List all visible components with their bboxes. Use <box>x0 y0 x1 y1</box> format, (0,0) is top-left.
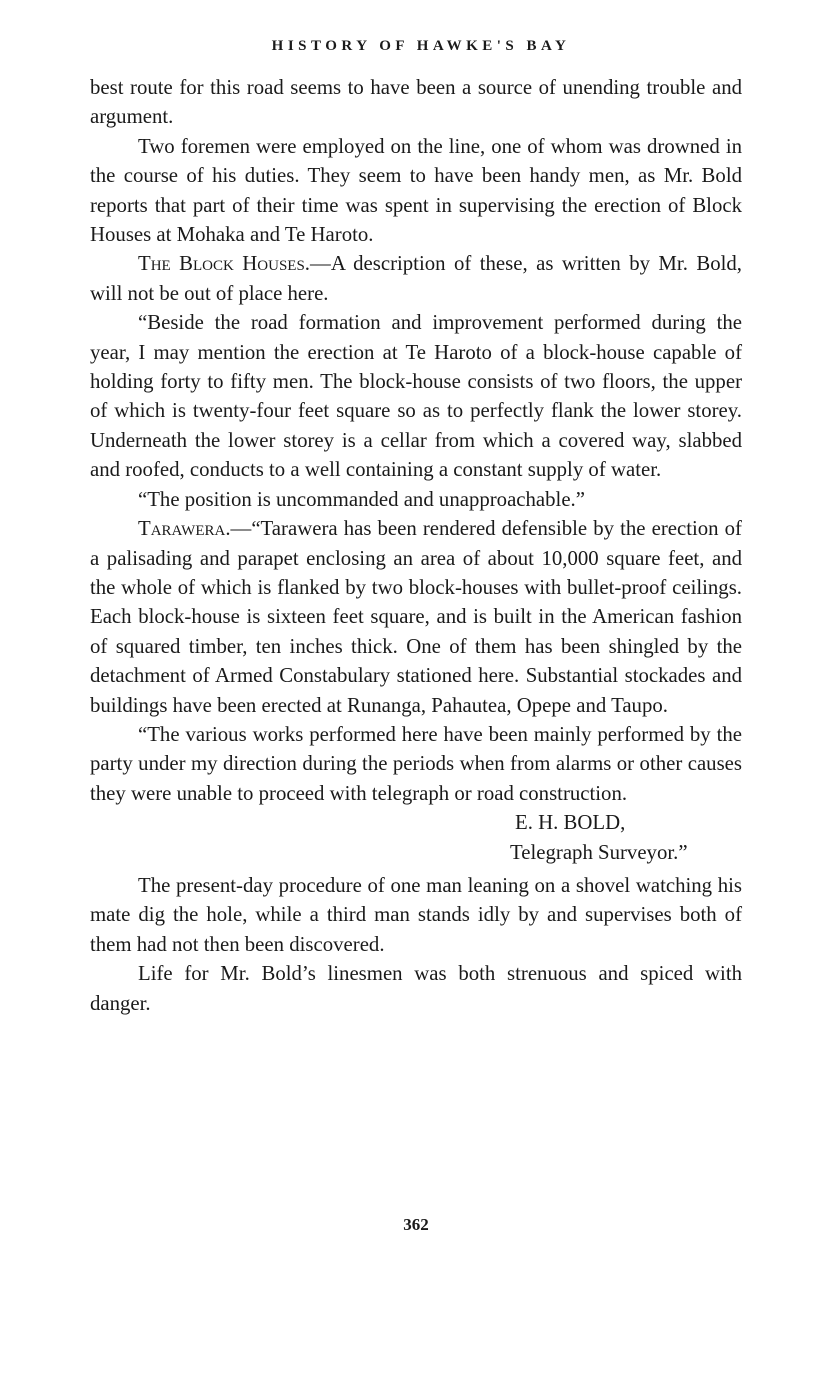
paragraph-block-houses-body: —A description of these, as written by Mr. Bold, will not be out of place here. <box>90 252 742 305</box>
paragraph-tarawera <box>90 514 742 720</box>
paragraph-present-day: The present-day procedure of one man leaning on a shovel watching his mate dig the hole, while a third man stands idly by and supervises both of them had not then been discovered. <box>90 873 742 956</box>
section-heading-tarawera: Tarawera. <box>138 517 231 541</box>
paragraph-position-quote: “The position is uncommanded and unapproachable.” <box>138 487 585 511</box>
page-number: 362 <box>403 1215 429 1234</box>
paragraph-te-haroto-quote: “Beside the road formation and improvement performed during the year, I may mention the erection at Te Haroto of a block-house capable of holding forty to fifty men. The block-house consists of two floors, the upper of which is twenty-four feet square so as to perfectly flank the lower storey. Underneath the lower storey is a cellar from which a covered way, slabbed and roofed, conducts to a well containing a constant supply of water. <box>90 311 742 482</box>
paragraph-works-performed: “The various works performed here have been mainly performed by the party under my direction during the periods when from alarms or other causes they were unable to proceed with telegraph or road construction. <box>90 722 742 805</box>
paragraph-block-houses <box>90 249 742 308</box>
paragraph-linesmen: Life for Mr. Bold’s linesmen was both strenuous and spiced with danger. <box>90 962 742 1015</box>
signature-title: Telegraph Surveyor.” <box>510 840 688 864</box>
running-head: HISTORY OF HAWKE'S BAY <box>271 38 571 54</box>
book-page <box>90 30 742 1234</box>
paragraph-tarawera-body: —“Tarawera has been rendered defensible by the erection of a palisading and parapet enclosing an area of about 10,000 square feet, and the whole of which is flanked by two block-houses with bullet-proof ceilings. Each block-house is sixteen feet square, and is built in the American fashion of squared timber, ten inches thick. One of them has been shingled by the detachment of Armed Constabulary stationed here. Substantial stockades and buildings have been erected at Runanga, Pahautea, Opepe and Taupo. <box>90 517 742 717</box>
section-heading-block-houses: The Block Houses. <box>138 252 311 276</box>
paragraph-road-route: best route for this road seems to have been a source of unending trouble and argument. <box>90 76 742 129</box>
paragraph-foremen: Two foremen were employed on the line, one of whom was drowned in the course of his duties. They seem to have been handy men, as Mr. Bold reports that part of their time was spent in supervising the erection of Block Houses at Mohaka and Te Haroto. <box>90 134 742 247</box>
signature-name: E. H. BOLD, <box>515 811 626 835</box>
